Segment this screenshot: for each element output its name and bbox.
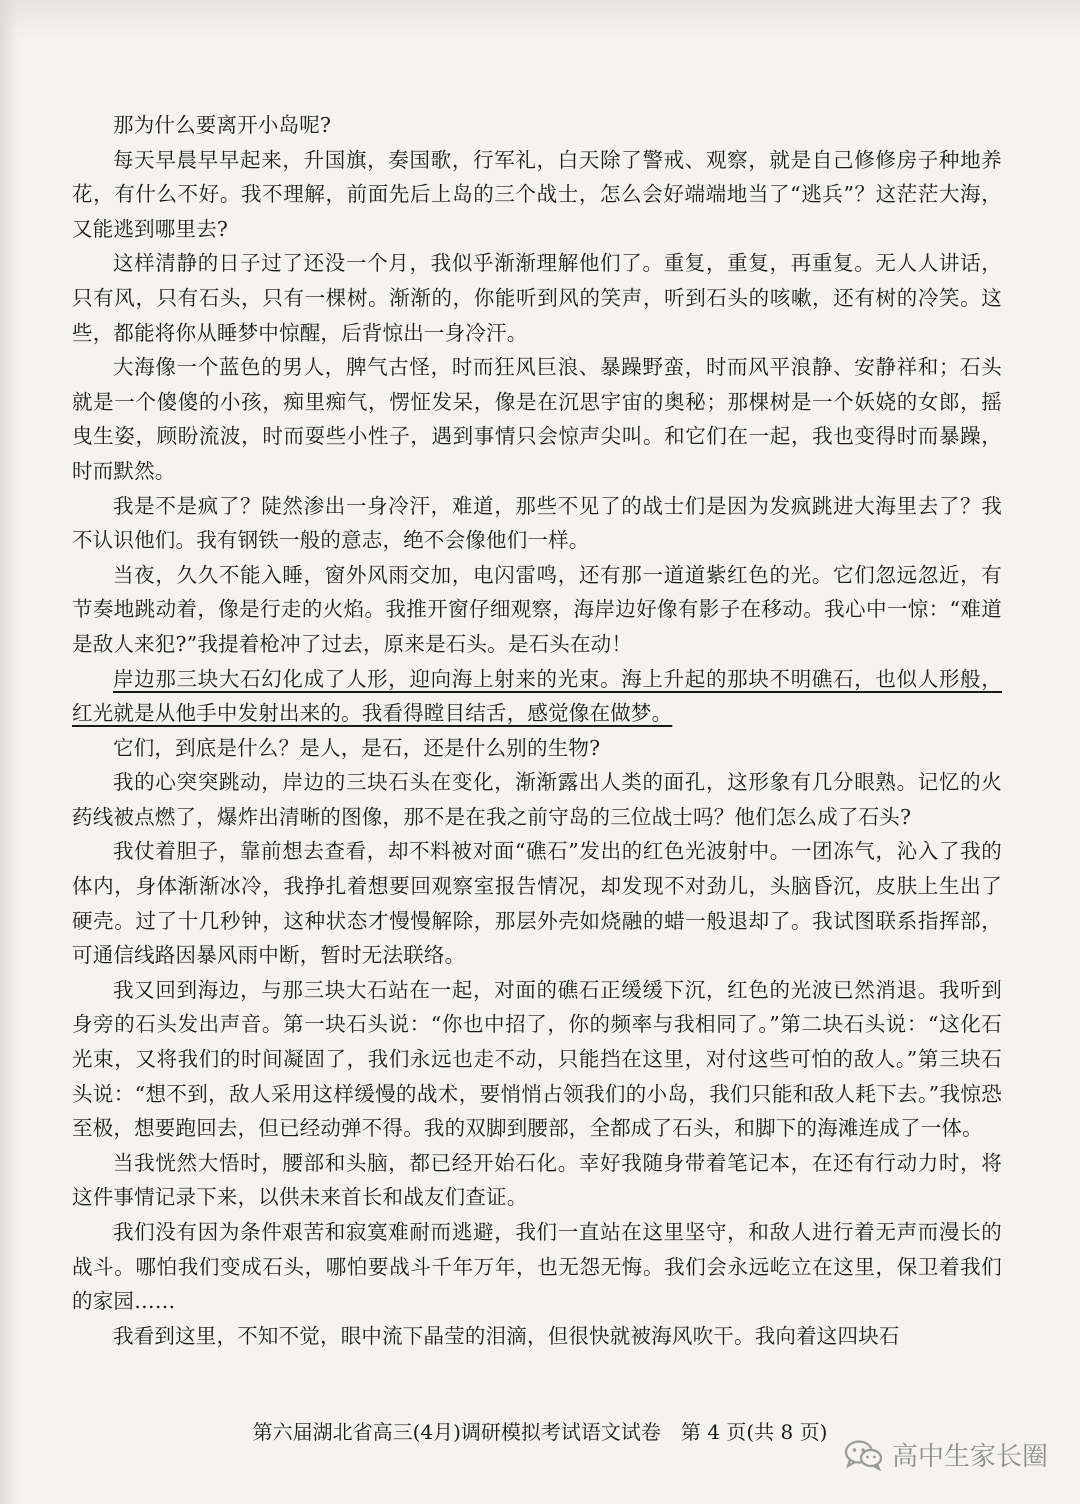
- watermark-text: 高中生家长圈: [891, 1442, 1048, 1472]
- paragraph-7-underlined: 岸边那三块大石幻化成了人形，迎向海上射来的光束。海上升起的那块不明礁石，也似人形般，红光就是从他手中发射出来的。我看得瞠目结舌，感觉像在做梦。: [72, 666, 1002, 726]
- paragraph-11: 我又回到海边，与那三块大石站在一起，对面的礁石正缓缓下沉，红色的光波已然消退。我听到身旁的石头发出声音。第一块石头说：“你也中招了，你的频率与我相同了。”第二块石头说：“这化石光束，又将我们的时间凝固了，我们永远也走不动，只能挡在这里，对付这些可怕的敌人。”第三块石头说：“想不到，敌人采用这样缓慢的战术，要悄悄占领我们的小岛，我们只能和敌人耗下去。”我惊恐至极，想要跑回去，但已经动弹不得。我的双脚到腰部，全都成了石头，和脚下的海滩连成了一体。: [72, 977, 1002, 1141]
- paragraph-6: 当夜，久久不能入睡，窗外风雨交加，电闪雷鸣，还有那一道道紫红色的光。它们忽远忽近，有节奏地跳动着，像是行走的火焰。我推开窗仔细观察，海岸边好像有影子在移动。我心中一惊：“难道是敌人来犯?”我提着枪冲了过去，原来是石头。是石头在动！: [72, 562, 1002, 656]
- paragraph-12: 当我恍然大悟时，腰部和头脑，都已经开始石化。幸好我随身带着笔记本，在还有行动力时，将这件事情记录下来，以供未来首长和战友们查证。: [72, 1150, 1002, 1210]
- scan-shadow-left: [0, 0, 18, 1504]
- paragraph-1: 那为什么要离开小岛呢?: [113, 113, 332, 137]
- paragraph-3: 这样清静的日子过了还没一个月，我似乎渐渐理解他们了。重复，重复，再重复。无人人讲话，只有风，只有石头，只有一棵树。渐渐的，你能听到风的笑声，听到石头的咳嗽，还有树的冷笑。这些，都能将你从睡梦中惊醒，后背惊出一身冷汗。: [72, 251, 1002, 345]
- scan-shadow-top: [0, 0, 1080, 40]
- paragraph-10: 我仗着胆子，靠前想去查看，却不料被对面“礁石”发出的红色光波射中。一团冻气，沁入了我的体内，身体渐渐冰冷，我挣扎着想要回观察室报告情况，却发现不对劲儿，头脑昏沉，皮肤上生出了硬壳。过了十几秒钟，这种状态才慢慢解除，那层外壳如烧融的蜡一般退却了。我试图联系指挥部，可通信线路因暴风雨中断，暂时无法联络。: [72, 839, 1002, 968]
- exam-page-body: [72, 108, 1002, 1353]
- paragraph-2: 每天早晨早早起来，升国旗，奏国歌，行军礼，白天除了警戒、观察，就是自己修修房子种地养花，有什么不好。我不理解，前面先后上岛的三个战士，怎么会好端端地当了“逃兵”？这茫茫大海，又能逃到哪里去?: [72, 147, 1002, 241]
- paragraph-4: 大海像一个蓝色的男人，脾气古怪，时而狂风巨浪、暴躁野蛮，时而风平浪静、安静祥和；石头就是一个傻傻的小孩，痴里痴气，愣怔发呆，像是在沉思宇宙的奥秘；那棵树是一个妖娆的女郎，摇曳生姿，顾盼流波，时而耍些小性子，遇到事情只会惊声尖叫。和它们在一起，我也变得时而暴躁，时而默然。: [72, 355, 1002, 483]
- watermark: [844, 1436, 1048, 1473]
- paragraph-13: 我们没有因为条件艰苦和寂寞难耐而逃避，我们一直站在这里坚守，和敌人进行着无声而漫长的战斗。哪怕我们变成石头，哪怕要战斗千年万年，也无怨无悔。我们会永远屹立在这里，保卫着我们的家园……: [72, 1220, 1002, 1314]
- page-footer: 第六届湖北省高三(4月)调研模拟考试语文试卷 第 4 页(共 8 页): [252, 1420, 828, 1444]
- paragraph-9: 我的心突突跳动，岸边的三块石头在变化，渐渐露出人类的面孔，这形象有几分眼熟。记忆的火药线被点燃了，爆炸出清晰的图像，那不是在我之前守岛的三位战士吗？他们怎么成了石头?: [72, 770, 1002, 829]
- paragraph-14: 我看到这里，不知不觉，眼中流下晶莹的泪滴，但很快就被海风吹干。我向着这四块石: [113, 1323, 900, 1348]
- wechat-icon: [844, 1439, 884, 1471]
- paragraph-8: 它们，到底是什么？是人，是石，还是什么别的生物?: [113, 735, 601, 760]
- paragraph-5: 我是不是疯了？陡然渗出一身冷汗，难道，那些不见了的战士们是因为发疯跳进大海里去了？我不认识他们。我有钢铁一般的意志，绝不会像他们一样。: [72, 493, 1002, 553]
